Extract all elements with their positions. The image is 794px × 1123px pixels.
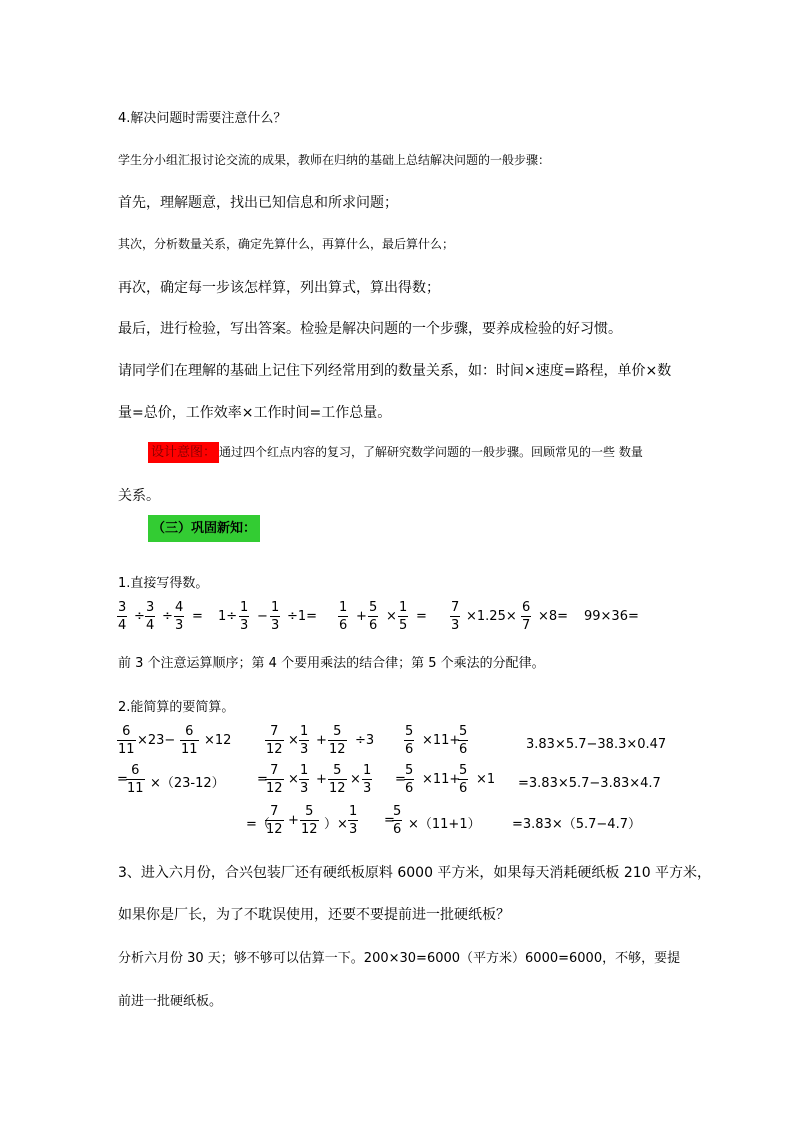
fraction: 6 7 [522,600,531,633]
fraction: 6 11 [127,763,144,796]
relations-line2: 量=总价，工作效率×工作时间=工作总量。 [118,405,392,421]
fraction: 1 5 [399,600,408,633]
step-second: 其次，分析数量关系，确定先算什么，再算什么，最后算什么； [118,237,455,251]
q1-expr-5: 99×36= [584,609,639,624]
q3-line4: 前进一批硬纸板。 [118,994,223,1009]
step-fourth: 最后，进行检验，写出答案。检验是解决问题的一个步骤，要养成检验的好习惯。 [118,321,622,337]
fraction: 7 12 [266,724,283,757]
fraction: 1 3 [363,763,372,796]
fraction: 7 12 [266,804,283,837]
section3-heading: （三）巩固新知： [148,515,260,542]
fraction: 5 12 [301,804,318,837]
relations-line1: 请同学们在理解的基础上记住下列经常用到的数量关系，如：时间×速度=路程，单价×数 [118,363,672,379]
section4-intro: 学生分小组汇报讨论交流的成果，教师在归纳的基础上总结解决问题的一般步骤： [118,153,551,167]
q3-line1: 3、进入六月份，合兴包装厂还有硬纸板原料 6000 平方米，如果每天消耗硬纸板 210 平方米， [118,865,712,881]
fraction: 6 11 [181,724,198,757]
fraction: 1 3 [240,600,249,633]
fraction: 5 6 [459,763,468,796]
fraction: 5 6 [405,763,414,796]
fraction: 7 12 [266,763,283,796]
q3-line3: 分析六月份 30 天；够不够可以估算一下。200×30=6000（平方米）6000=6000，不够，要提 [118,951,681,966]
design-note-row [148,441,643,460]
fraction: 1 3 [300,763,309,796]
fraction: 5 12 [329,763,346,796]
fraction: 5 6 [405,724,414,757]
fraction: 1 3 [271,600,280,633]
fraction: 5 6 [369,600,378,633]
q3-line2: 如果你是厂长，为了不耽误使用，还要不要提前进一批硬纸板？ [118,907,510,923]
fraction: 5 6 [459,724,468,757]
fraction: 3 4 [146,600,155,633]
fraction: 1 3 [349,804,358,837]
design-note-text: 通过四个红点内容的复习，了解研究数学问题的一般步骤。回顾常见的一些 数量 [219,445,643,459]
design-note-continuation: 关系。 [118,488,160,504]
q2-d-line3: =3.83×（5.7−4.7） [512,817,641,832]
q1-title: 1.直接写得数。 [118,576,209,591]
fraction: 3 4 [118,600,127,633]
section4-title: 4.解决问题时需要注意什么？ [118,111,287,126]
q2-d-line2: =3.83×5.7−3.83×4.7 [518,776,661,791]
q2-d-line1: 3.83×5.7−38.3×0.47 [526,737,667,752]
fraction: 7 3 [451,600,460,633]
section3-heading-row [148,517,260,536]
q1-note: 前 3 个注意运算顺序；第 4 个要用乘法的结合律；第 5 个乘法的分配律。 [118,656,545,671]
fraction: 6 11 [118,724,135,757]
q2-title: 2.能简算的要简算。 [118,700,235,715]
fraction: 5 6 [393,804,402,837]
fraction: 1 3 [300,724,309,757]
fraction: 5 12 [329,724,346,757]
step-first: 首先，理解题意，找出已知信息和所求问题； [118,195,398,211]
design-note-label: 设计意图： [148,442,219,463]
fraction: 4 3 [175,600,184,633]
fraction: 1 6 [339,600,348,633]
step-third: 再次，确定每一步该怎样算，列出算式，算出得数； [118,280,440,296]
